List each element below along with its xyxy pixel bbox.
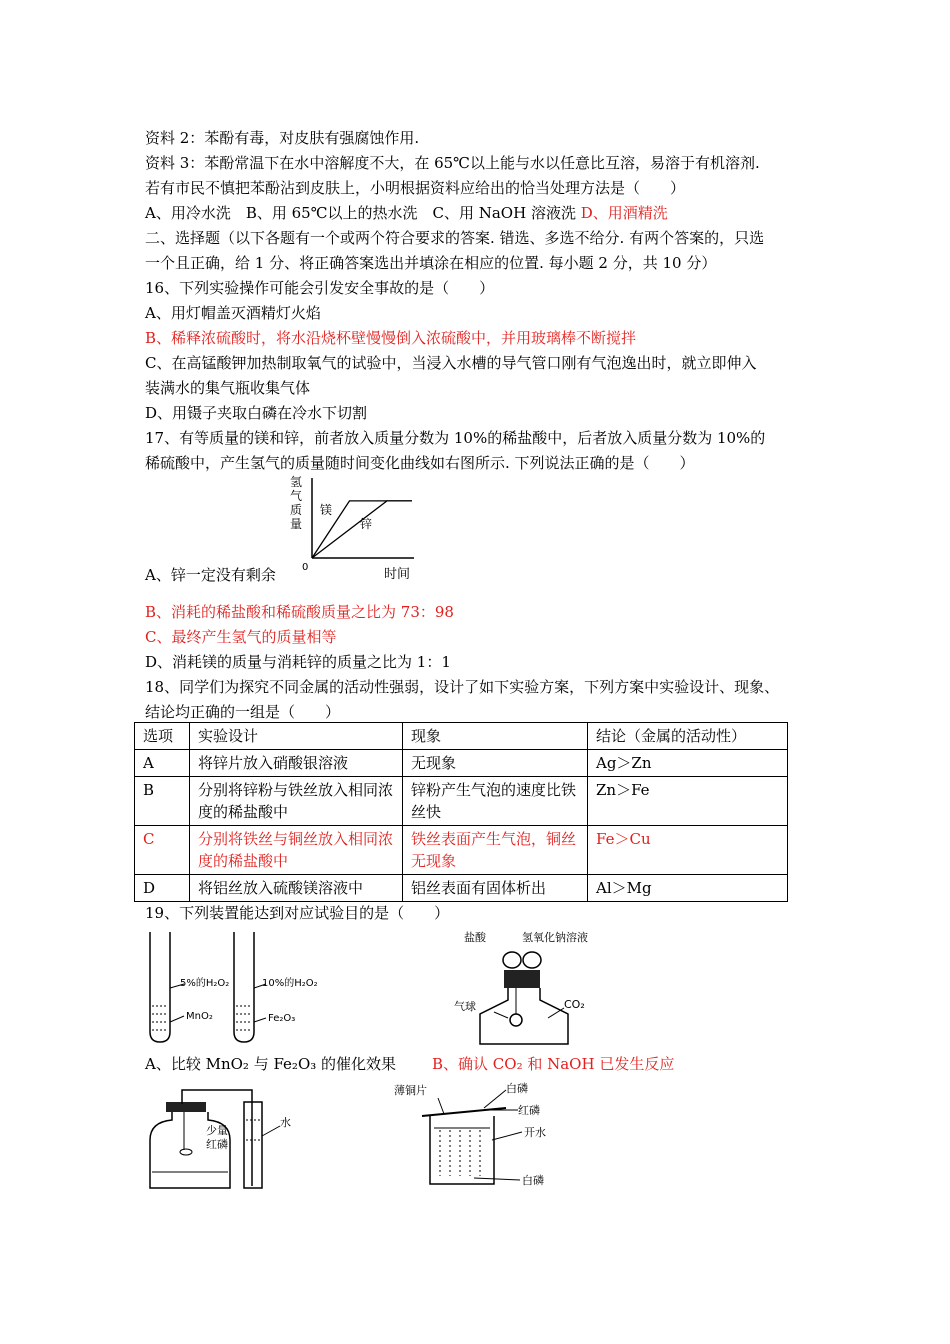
table-cell: Al＞Mg xyxy=(588,875,788,902)
bottle-label: 氢氧化钠溶液 xyxy=(522,931,588,944)
section-heading: 二、选择题（以下各题有一个或两个符合要求的答案. 错选、多选不给分. 有两个答案的，只选 xyxy=(145,229,765,247)
bottle-label: 气球 xyxy=(454,1000,476,1013)
option-a: A、锌一定没有剩余 xyxy=(145,566,276,584)
table-header: 结论（金属的活动性） xyxy=(588,723,788,750)
beaker-label: 薄铜片 xyxy=(394,1084,427,1097)
table-cell: 铝丝表面有固体析出 xyxy=(403,875,588,902)
y-axis-label-char: 量 xyxy=(290,517,303,531)
jar-label: 红磷 xyxy=(206,1138,228,1151)
table-cell: Zn＞Fe xyxy=(588,777,788,826)
table-cell: 将锌片放入硝酸银溶液 xyxy=(190,750,403,777)
text-line xyxy=(145,203,668,223)
test-tubes-figure xyxy=(140,926,340,1048)
option-d: D、消耗镁的质量与消耗锌的质量之比为 1：1 xyxy=(145,653,451,671)
table-cell: 锌粉产生气泡的速度比铁丝快 xyxy=(403,777,588,826)
table-header-row xyxy=(135,723,788,750)
option-c: C、在高锰酸钾加热制取氧气的试验中，当浸入水槽的导气管口刚有气泡逸出时，就立即伸入 xyxy=(145,354,757,372)
figure-caption-b-answer: B、确认 CO₂ 和 NaOH 已发生反应 xyxy=(432,1055,675,1073)
table-cell: 分别将锌粉与铁丝放入相同浓度的稀盐酸中 xyxy=(190,777,403,826)
hydrogen-chart xyxy=(282,472,422,584)
beaker-figure xyxy=(394,1080,564,1192)
options-abc: A、用冷水洗 B、用 65℃以上的热水洗 C、用 NaOH 溶液洗 xyxy=(145,204,581,222)
x-axis-label: 时间 xyxy=(384,567,411,582)
question-19: 19、下列装置能达到对应试验目的是（ ） xyxy=(145,904,450,922)
y-axis-label-char: 氢 xyxy=(290,475,303,489)
jar-label: 少量 xyxy=(206,1124,228,1137)
table-row xyxy=(135,750,788,777)
table-header: 实验设计 xyxy=(190,723,403,750)
beaker-label: 白磷 xyxy=(522,1174,544,1187)
tube-label: Fe₂O₃ xyxy=(268,1013,296,1024)
beaker-label: 开水 xyxy=(524,1126,546,1139)
question-17: 17、有等质量的镁和锌，前者放入质量分数为 10%的稀盐酸中，后者放入质量分数为 10%的 xyxy=(145,429,766,447)
tube-label: MnO₂ xyxy=(186,1011,213,1022)
y-axis-label-char: 质 xyxy=(290,503,303,517)
phosphorus-jar-figure xyxy=(142,1080,312,1192)
series-label-zn: 锌 xyxy=(360,517,373,531)
table-header: 选项 xyxy=(135,723,190,750)
beaker-label: 红磷 xyxy=(518,1104,540,1117)
bottle-label: 盐酸 xyxy=(464,931,486,944)
option-d: D、用镊子夹取白磷在冷水下切割 xyxy=(145,404,368,422)
tube-label: 5%的H₂O₂ xyxy=(180,978,230,989)
question-16: 16、下列实验操作可能会引发安全事故的是（ ） xyxy=(145,279,495,297)
text-line: 稀硫酸中，产生氢气的质量随时间变化曲线如右图所示. 下列说法正确的是（ ） xyxy=(145,454,695,472)
table-cell: A xyxy=(135,750,190,777)
text-line: 资料 3：苯酚常温下在水中溶解度不大，在 65℃以上能与水以任意比互溶，易溶于有机溶剂. xyxy=(145,154,760,172)
y-axis-label-char: 气 xyxy=(290,489,303,503)
bottle-label: CO₂ xyxy=(564,998,585,1011)
text-line: 结论均正确的一组是（ ） xyxy=(145,703,341,721)
option-c-answer: C、最终产生氢气的质量相等 xyxy=(145,628,337,646)
y-axis-label xyxy=(290,475,302,531)
table-row xyxy=(135,777,788,826)
option-b-answer: B、消耗的稀盐酸和稀硫酸质量之比为 73：98 xyxy=(145,603,454,621)
answer-d: D、用酒精洗 xyxy=(580,204,668,222)
table-cell: B xyxy=(135,777,190,826)
table-row-answer xyxy=(135,826,788,875)
table-cell: 无现象 xyxy=(403,750,588,777)
text-line: 装满水的集气瓶收集气体 xyxy=(145,379,311,397)
table-cell: C xyxy=(135,826,190,875)
experiment-table xyxy=(134,722,788,902)
balloon-bottle-figure xyxy=(450,926,610,1048)
table-cell: Ag＞Zn xyxy=(588,750,788,777)
question-18: 18、同学们为探究不同金属的活动性强弱，设计了如下实验方案，下列方案中实验设计、现象、 xyxy=(145,678,780,696)
figure-caption-a: A、比较 MnO₂ 与 Fe₂O₃ 的催化效果 xyxy=(145,1055,397,1073)
table-cell: 将铝丝放入硫酸镁溶液中 xyxy=(190,875,403,902)
jar-label: 水 xyxy=(280,1116,291,1129)
table-cell: 铁丝表面产生气泡，铜丝无现象 xyxy=(403,826,588,875)
tube-label: 10%的H₂O₂ xyxy=(262,978,318,989)
text-line: 资料 2：苯酚有毒，对皮肤有强腐蚀作用. xyxy=(145,129,420,147)
table-cell: Fe＞Cu xyxy=(588,826,788,875)
text-line: 一个且正确，给 1 分、将正确答案选出并填涂在相应的位置. 每小题 2 分，共 10 分） xyxy=(145,254,717,272)
series-label-mg: 镁 xyxy=(320,503,333,517)
table-cell: 分别将铁丝与铜丝放入相同浓度的稀盐酸中 xyxy=(190,826,403,875)
table-header: 现象 xyxy=(403,723,588,750)
table-cell: D xyxy=(135,875,190,902)
option-b-answer: B、稀释浓硫酸时，将水沿烧杯壁慢慢倒入浓硫酸中，并用玻璃棒不断搅拌 xyxy=(145,329,637,347)
origin-label: 0 xyxy=(302,562,309,573)
beaker-label: 白磷 xyxy=(506,1082,528,1095)
text-line: 若有市民不慎把苯酚沾到皮肤上，小明根据资料应给出的恰当处理方法是（ ） xyxy=(145,179,686,197)
option-a: A、用灯帽盖灭酒精灯火焰 xyxy=(145,304,321,322)
table-row xyxy=(135,875,788,902)
